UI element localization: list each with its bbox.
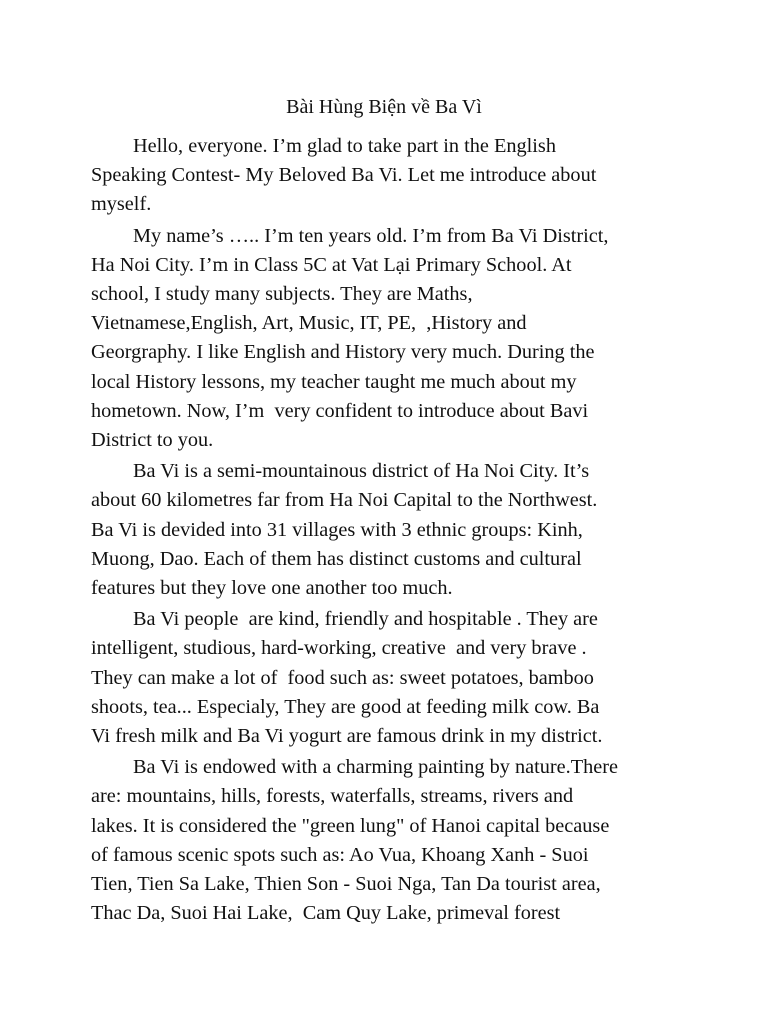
paragraph-line: My name’s ….. I’m ten years old. I’m from Ba Vi District,	[133, 224, 609, 247]
paragraph-line: They can make a lot of food such as: sweet potatoes, bamboo	[91, 666, 594, 689]
paragraph-line: school, I study many subjects. They are Maths,	[91, 283, 473, 306]
document-title: Bài Hùng Biện về Ba Vì	[286, 96, 482, 118]
paragraph-line: Vi fresh milk and Ba Vi yogurt are famous drink in my district.	[91, 725, 603, 748]
paragraph-introduction	[91, 132, 685, 220]
paragraph-line: Vietnamese,English, Art, Music, IT, PE, ,History and	[91, 312, 527, 335]
paragraph-line: Speaking Contest- My Beloved Ba Vi. Let me introduce about	[91, 164, 597, 187]
paragraph-geography	[91, 457, 685, 603]
paragraph-line: Georgraphy. I like English and History very much. During the	[91, 341, 595, 364]
paragraph-nature	[91, 753, 685, 928]
paragraph-line: Ba Vi people are kind, friendly and hospitable . They are	[133, 608, 598, 631]
paragraph-line: shoots, tea... Especialy, They are good at feeding milk cow. Ba	[91, 695, 600, 718]
paragraph-line: are: mountains, hills, forests, waterfalls, streams, rivers and	[91, 785, 574, 808]
paragraph-line: lakes. It is considered the "green lung" of Hanoi capital because	[91, 814, 610, 837]
paragraph-line: Ba Vi is devided into 31 villages with 3 ethnic groups: Kinh,	[91, 518, 583, 541]
paragraph-line: features but they love one another too much.	[91, 577, 453, 600]
paragraph-line: intelligent, studious, hard-working, creative and very brave .	[91, 637, 587, 660]
paragraph-line: Thac Da, Suoi Hai Lake, Cam Quy Lake, primeval forest	[91, 902, 561, 925]
paragraph-line: Muong, Dao. Each of them has distinct customs and cultural	[91, 547, 582, 570]
paragraph-line: District to you.	[91, 429, 214, 452]
paragraph-line: of famous scenic spots such as: Ao Vua, Khoang Xanh - Suoi	[91, 843, 589, 866]
paragraph-line: about 60 kilometres far from Ha Noi Capital to the Northwest.	[91, 489, 598, 512]
paragraph-people	[91, 605, 685, 751]
paragraph-line: myself.	[91, 193, 152, 216]
paragraph-line: Hello, everyone. I’m glad to take part in the English	[133, 135, 556, 157]
paragraph-line: Ba Vi is endowed with a charming painting by nature.There	[133, 756, 619, 779]
paragraph-line: local History lessons, my teacher taught me much about my	[91, 370, 577, 393]
paragraph-about-me	[91, 222, 685, 456]
paragraph-line: hometown. Now, I’m very confident to introduce about Bavi	[91, 399, 589, 422]
paragraph-line: Ha Noi City. I’m in Class 5C at Vat Lại Primary School. At	[91, 253, 572, 276]
paragraph-line: Ba Vi is a semi-mountainous district of Ha Noi City. It’s	[133, 460, 590, 483]
document-body	[91, 132, 685, 928]
paragraph-line: Tien, Tien Sa Lake, Thien Son - Suoi Nga, Tan Da tourist area,	[91, 873, 601, 896]
